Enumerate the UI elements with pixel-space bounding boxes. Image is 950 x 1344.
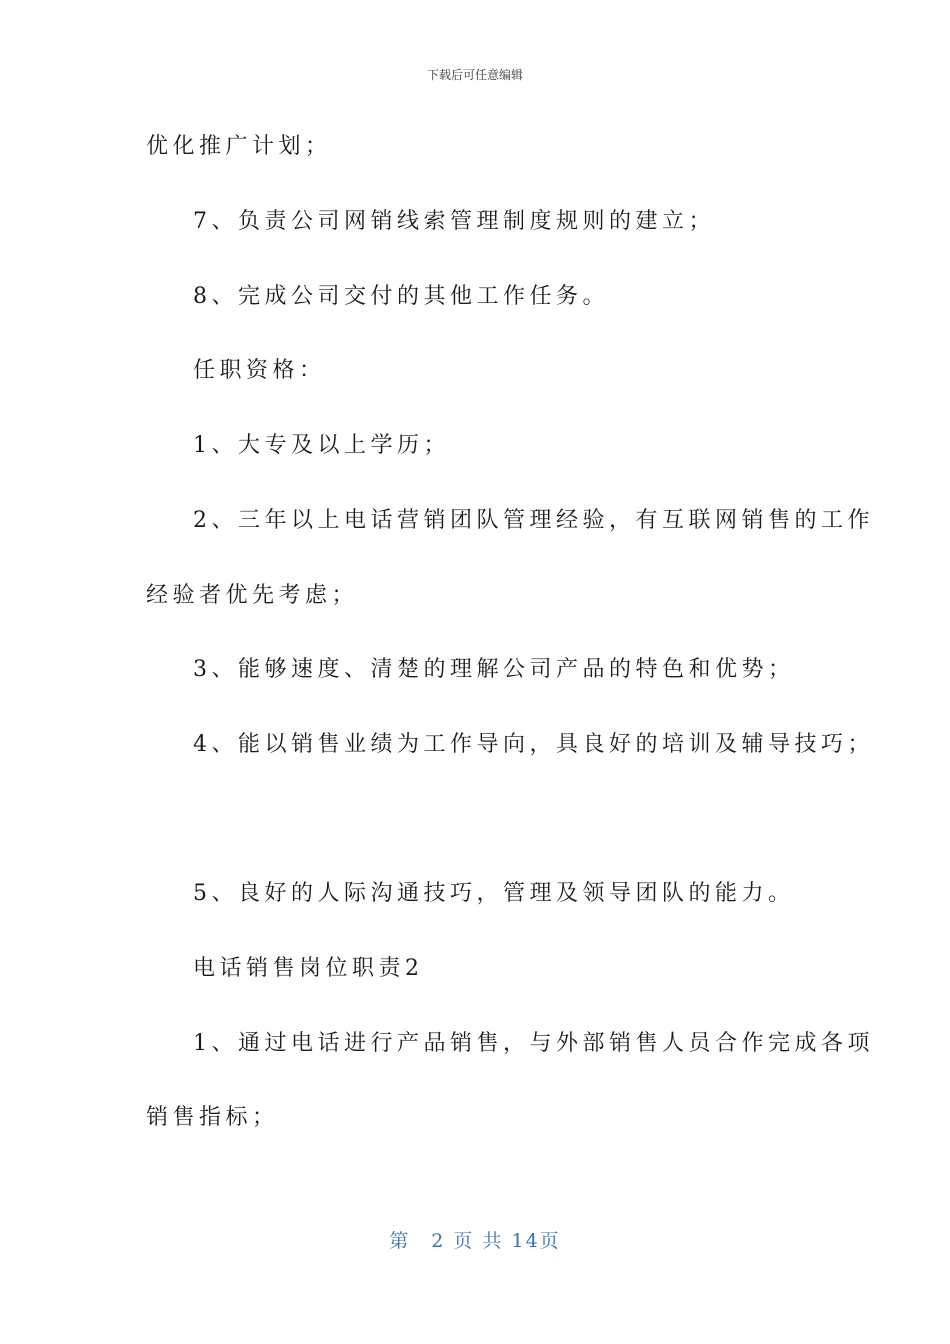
text-line: 3、能够速度、清楚的理解公司产品的特色和优势； [193,657,795,682]
section-heading: 任职资格： [193,358,326,383]
section-heading: 电话销售岗位职责2 [193,956,424,981]
text-line: 5、良好的人际沟通技巧，管理及领导团队的能力。 [193,881,795,906]
page-number: 第 2 页 共 14页 [389,1230,561,1252]
text-line: 4、能以销售业绩为工作导向，具良好的培训及辅导技巧； [193,732,874,757]
header-note: 下载后可任意编辑 [426,68,523,82]
text-line: 7、负责公司网销线索管理制度规则的建立； [193,209,715,234]
text-line: 优化推广计划； [146,134,332,159]
text-line: 2、三年以上电话营销团队管理经验，有互联网销售的工作 [193,508,874,533]
text-line: 8、完成公司交付的其他工作任务。 [193,284,609,309]
text-line: 1、通过电话进行产品销售，与外部销售人员合作完成各项 [193,1031,874,1056]
text-line: 1、大专及以上学历； [193,433,450,458]
text-line: 销售指标； [146,1105,279,1130]
text-line: 经验者优先考虑； [146,583,359,608]
